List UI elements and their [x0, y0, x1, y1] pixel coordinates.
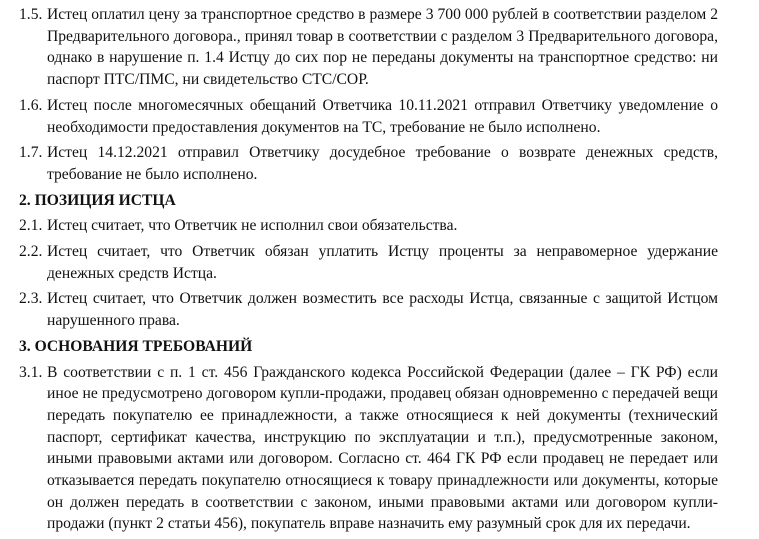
document-page [0, 4, 759, 539]
clause-text: Истец оплатил цену за транспортное средство в размере 3 700 000 рублей в соответствии разделом 2 Предварительного договора., принял товар в соответствии с разделом 3 Предварительного договора, однако в нарушение п. 1.4 Истцу до сих пор не переданы документы на транспортное средство: ни паспорт ПТС/ПМС, ни свидетельство СТС/СОР. [47, 6, 718, 89]
clause-1-6 [0, 95, 759, 138]
clause-1-7 [0, 142, 759, 185]
clause-number: 1.6. [19, 96, 43, 114]
clause-text: Истец считает, что Ответчик должен возместить все расходы Истца, связанные с защитой Истцом нарушенного права. [47, 290, 718, 330]
clause-text: Истец 14.12.2021 отправил Ответчику досудебное требование о возврате денежных средств, требование не было исполнено. [47, 144, 718, 183]
clause-number: 3.1. [19, 363, 43, 381]
clause-text: Истец считает, что Ответчик не исполнил свои обязательства. [47, 217, 458, 235]
clause-2-2 [0, 241, 759, 284]
section-heading-2: 2. ПОЗИЦИЯ ИСТЦА [19, 191, 176, 209]
clause-text: Истец после многомесячных обещаний Ответчика 10.11.2021 отправил Ответчику уведомление о необходимости предоставления документов на ТС, требование не было исполнено. [47, 96, 718, 136]
clause-3-1 [0, 362, 759, 536]
clause-number: 1.5. [19, 6, 43, 23]
clause-number: 1.7. [19, 144, 43, 162]
clause-text: В соответствии с п. 1 ст. 456 Гражданского кодекса Российской Федерации (далее – ГК РФ) если иное не предусмотрено договором купли-продажи, продавец обязан одновременно с передачей вещи передать покупателю ее принадлежности, а также относящиеся к ней документы (технический паспорт, сертификат качества, инструкцию по эксплуатации и т.п.), предусмотренные законом, иными правовыми актами или договором. Согласно ст. 464 ГК РФ если продавец не передает или отказывается передать покупателю относящиеся к товару принадлежности или документы, которые он должен передать в соответствии с законом, иными правовыми актами или договором купли-продажи (пункт 2 статьи 456), покупатель вправе назначить ему разумный срок для их передачи. [47, 363, 718, 533]
section-heading-3: 3. ОСНОВАНИЯ ТРЕБОВАНИЙ [19, 337, 253, 355]
clause-number: 2.2. [19, 243, 43, 261]
clause-1-5 [0, 4, 759, 91]
clause-number: 2.3. [19, 290, 43, 308]
clause-number: 2.1. [19, 217, 43, 235]
clause-text: Истец считает, что Ответчик обязан уплатить Истцу проценты за неправомерное удержание денежных средств Истца. [47, 243, 718, 282]
clause-2-3 [0, 288, 759, 331]
clause-2-1 [0, 215, 759, 237]
